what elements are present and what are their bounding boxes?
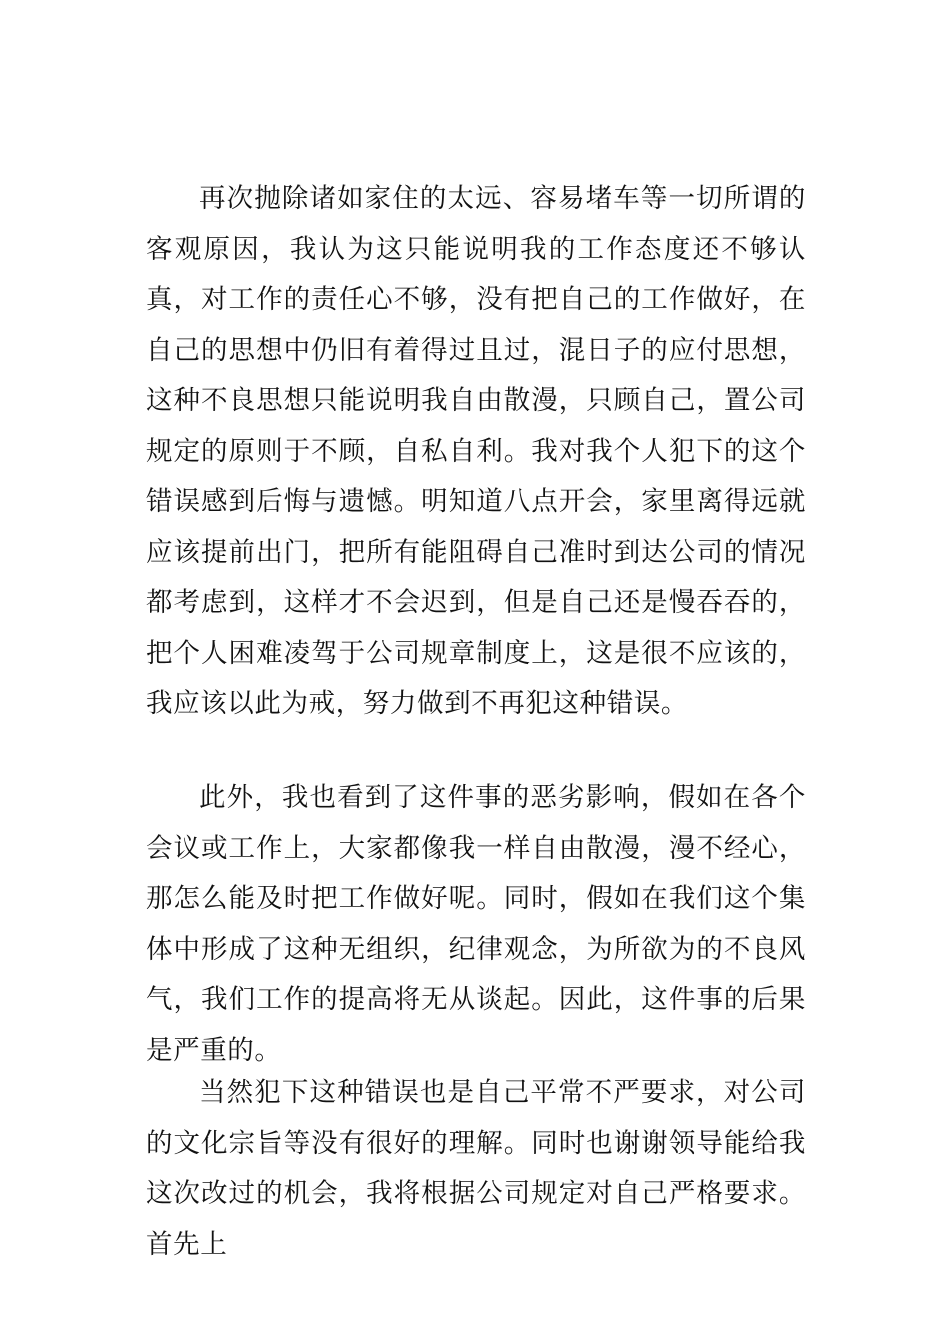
paragraph-1: 再次抛除诸如家住的太远、容易堵车等一切所谓的客观原因，我认为这只能说明我的工作态度还不够认真，对工作的责任心不够，没有把自己的工作做好，在自己的思想中仍旧有着得过且过，混日子的应付思想，这种不良思想只能说明我自由散漫，只顾自己，置公司规定的原则于不顾，自私自利。我对我个人犯下的这个错误感到后悔与遗憾。明知道八点开会，家里离得远就应该提前出门，把所有能阻碍自己准时到达公司的情况都考虑到，这样才不会迟到，但是自己还是慢吞吞的，把个人困难凌驾于公司规章制度上，这是很不应该的，我应该以此为戒，努力做到不再犯这种错误。	[146, 183, 806, 719]
paragraph-3: 当然犯下这种错误也是自己平常不严要求，对公司的文化宗旨等没有很好的理解。同时也谢谢领导能给我这次改过的机会，我将根据公司规定对自己严格要求。首先上	[146, 1077, 806, 1260]
paragraph-2: 此外，我也看到了这件事的恶劣影响，假如在各个会议或工作上，大家都像我一样自由散漫，漫不经心，那怎么能及时把工作做好呢。同时，假如在我们这个集体中形成了这种无组织，纪律观念，为所欲为的不良风气，我们工作的提高将无从谈起。因此，这件事的后果是严重的。	[146, 782, 806, 1066]
